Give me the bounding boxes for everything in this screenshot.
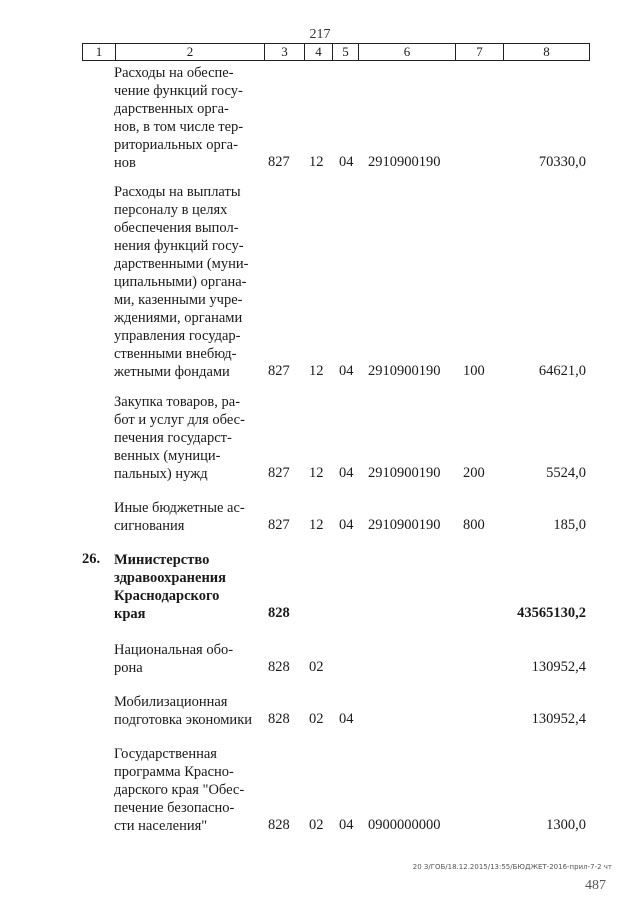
row-name-line: нения функций госу- — [114, 238, 244, 254]
cell-c5: 04 — [339, 154, 354, 170]
cell-c4: 12 — [309, 465, 324, 481]
row-name-line: печения государст- — [114, 430, 232, 446]
cell-c8: 130952,4 — [531, 711, 586, 727]
cell-c5: 04 — [339, 711, 354, 727]
row-name — [114, 183, 260, 381]
row-name — [114, 551, 260, 623]
row-name-line: риториальных орга- — [114, 137, 238, 153]
row-name-line: дарственными (муни- — [114, 256, 249, 272]
cell-c8: 64621,0 — [538, 363, 586, 379]
row-name-line: ми, казенными учре- — [114, 292, 243, 308]
cell-c3: 827 — [268, 363, 290, 379]
row-name-line: обеспечения выпол- — [114, 220, 239, 236]
row-name-line: управления государ- — [114, 328, 241, 344]
cell-c4: 02 — [309, 711, 324, 727]
cell-c8: 130952,4 — [531, 659, 586, 675]
header-col-8: 8 — [543, 44, 550, 59]
header-col-5: 5 — [333, 44, 359, 60]
row-number: 26. — [82, 551, 101, 567]
table-header — [82, 43, 590, 61]
cell-c6: 2910900190 — [368, 154, 441, 170]
row-name-line: бот и услуг для обес- — [114, 412, 245, 428]
row-name-line: сти населения" — [114, 818, 208, 834]
row-name — [114, 64, 260, 172]
cell-c8: 185,0 — [553, 517, 586, 533]
row-name-line: Расходы на выплаты — [114, 184, 241, 200]
cell-c5: 04 — [339, 363, 354, 379]
row-name — [114, 499, 260, 535]
row-name-line: персоналу в целях — [114, 202, 228, 218]
row-name — [114, 693, 260, 729]
cell-c5: 04 — [339, 465, 354, 481]
footer-page-number: 487 — [585, 878, 606, 893]
row-name-line: здравоохранения — [114, 570, 226, 586]
row-name-line: печение безопасно- — [114, 800, 235, 816]
header-col-1: 1 — [83, 44, 116, 60]
footer-code: 20 З/ГОБ/18.12.2015/13:55/БЮДЖЕТ-2016-прил-7-2 чт — [412, 863, 612, 871]
row-name-line: Государственная — [114, 746, 217, 762]
cell-c4: 12 — [309, 517, 324, 533]
row-name-line: нов, в том числе тер- — [114, 119, 244, 135]
row-name-line: жетными фондами — [114, 364, 230, 380]
row-name-line: Министерство — [114, 552, 210, 568]
cell-c4: 12 — [309, 363, 324, 379]
cell-c6: 0900000000 — [368, 817, 441, 833]
cell-c6: 2910900190 — [368, 517, 441, 533]
header-col-6: 6 — [359, 44, 456, 60]
cell-c3: 827 — [268, 465, 290, 481]
row-name-line: ждениями, органами — [114, 310, 243, 326]
cell-c4: 02 — [309, 817, 324, 833]
row-name-line: чение функций госу- — [114, 83, 243, 99]
row-name — [114, 745, 260, 835]
row-name-line: программа Красно- — [114, 764, 234, 780]
row-name-line: дарского края "Обес- — [114, 782, 245, 798]
row-name-line: дарственных орга- — [114, 101, 229, 117]
row-name-line: Мобилизационная — [114, 694, 228, 710]
cell-c3: 828 — [268, 659, 290, 675]
cell-c6: 2910900190 — [368, 363, 441, 379]
cell-c3: 827 — [268, 154, 290, 170]
row-name-line: ственными внебюд- — [114, 346, 237, 362]
cell-c8: 5524,0 — [546, 465, 586, 481]
cell-c8: 1300,0 — [546, 817, 586, 833]
cell-c8: 43565130,2 — [517, 605, 586, 621]
header-col-3: 3 — [265, 44, 305, 60]
cell-c3: 827 — [268, 517, 290, 533]
cell-c5: 04 — [339, 817, 354, 833]
row-name-line: Иные бюджетные ас- — [114, 500, 245, 516]
header-col-2: 2 — [116, 44, 265, 60]
header-col-7: 7 — [456, 44, 504, 60]
cell-c4: 02 — [309, 659, 324, 675]
row-name-line: Закупка товаров, ра- — [114, 394, 241, 410]
cell-c3: 828 — [268, 817, 290, 833]
header-col-4: 4 — [305, 44, 333, 60]
row-name-line: венных (муници- — [114, 448, 221, 464]
row-name-line: Краснодарского — [114, 588, 220, 604]
row-name-line: Национальная обо- — [114, 642, 234, 658]
row-name-line: ципальными) органа- — [114, 274, 247, 290]
row-name-line: Расходы на обеспе- — [114, 65, 234, 81]
cell-c7: 200 — [463, 465, 485, 481]
row-name-line: нов — [114, 155, 136, 171]
cell-c7: 100 — [463, 363, 485, 379]
cell-c5: 04 — [339, 517, 354, 533]
page-number: 217 — [309, 27, 331, 42]
cell-c7: 800 — [463, 517, 485, 533]
row-name-line: сигнования — [114, 518, 185, 534]
cell-c4: 12 — [309, 154, 324, 170]
row-name-line: подготовка экономики — [114, 712, 252, 728]
cell-c6: 2910900190 — [368, 465, 441, 481]
row-name-line: края — [114, 606, 146, 622]
cell-c3: 828 — [268, 711, 290, 727]
cell-c3: 828 — [268, 605, 290, 621]
row-name-line: пальных) нужд — [114, 466, 208, 482]
row-name — [114, 641, 260, 677]
row-name-line: рона — [114, 660, 143, 676]
row-name — [114, 393, 260, 483]
cell-c8: 70330,0 — [538, 154, 586, 170]
